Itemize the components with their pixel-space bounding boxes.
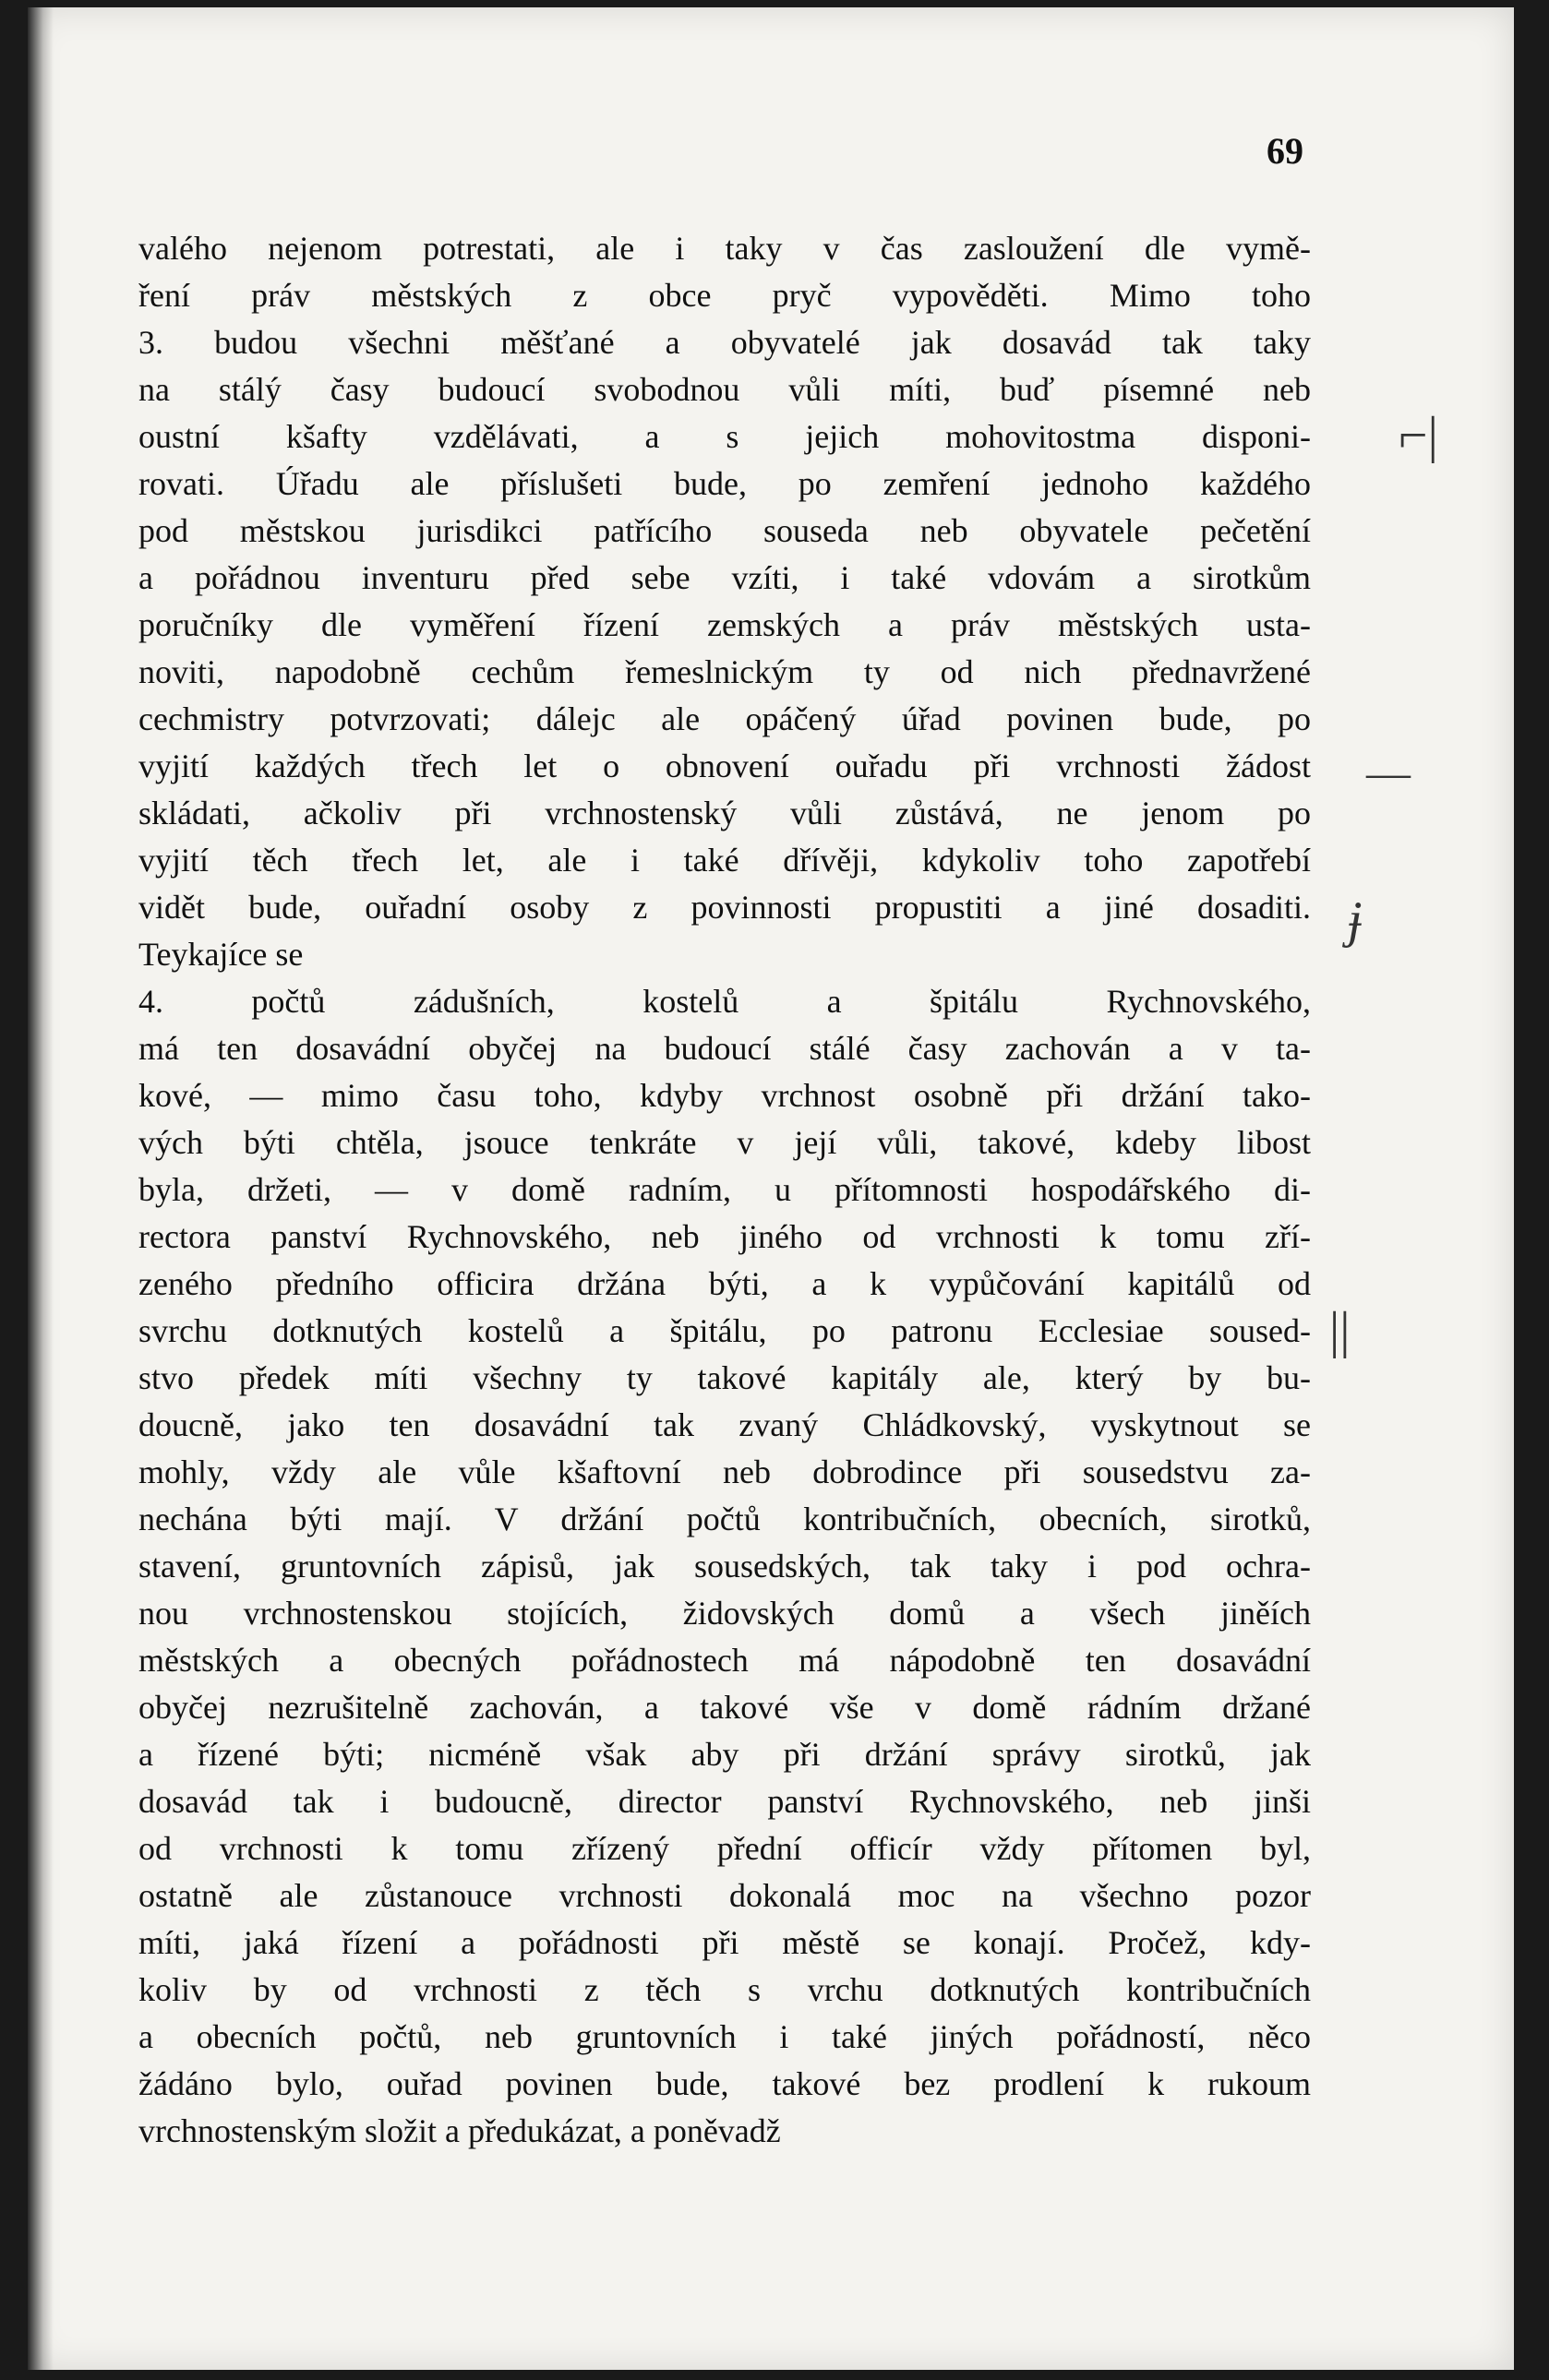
handwritten-margin-mark: — bbox=[1366, 748, 1411, 797]
text-line: zeného předního officira držána býti, a k vypůčování kapitálů od bbox=[138, 1265, 1311, 1302]
text-line: byla, držeti, — v domě radním, u přítomnosti hospodářského di- bbox=[138, 1171, 1311, 1208]
text-line: pod městskou jurisdikci patřícího souseda neb obyvatele pečetění bbox=[138, 512, 1311, 549]
text-line: nou vrchnostenskou stojících, židovských domů a všech jiněích bbox=[138, 1595, 1311, 1632]
text-line: vyjití každých třech let o obnovení ouřadu při vrchnosti žádost bbox=[138, 747, 1311, 784]
text-line: od vrchnosti k tomu zřízený přední officír vždy přítomen byl, bbox=[138, 1830, 1311, 1867]
text-line: obyčej nezrušitelně zachován, a takové vše v domě rádním držané bbox=[138, 1689, 1311, 1726]
text-line: skládati, ačkoliv při vrchnostenský vůli zůstává, ne jenom po bbox=[138, 795, 1311, 831]
text-line: 3. budou všechni měšťané a obyvatelé jak dosavád tak taky bbox=[138, 324, 1311, 361]
text-line: rovati. Úřadu ale příslušeti bude, po zemření jednoho každého bbox=[138, 465, 1311, 502]
text-line: noviti, napodobně cechům řemeslnickým ty od nich přednavržené bbox=[138, 653, 1311, 690]
text-line: městských a obecných pořádnostech má nápodobně ten dosavádní bbox=[138, 1642, 1311, 1679]
book-spine-shadow bbox=[28, 7, 54, 2370]
text-line: žádáno bylo, ouřad povinen bude, takové bez prodlení k rukoum bbox=[138, 2065, 1311, 2102]
text-line: na stálý časy budoucí svobodnou vůli míti, buď písemné neb bbox=[138, 371, 1311, 408]
text-line: oustní kšafty vzdělávati, a s jejich mohovitostma disponi- bbox=[138, 418, 1311, 455]
text-line: stvo předek míti všechny ty takové kapitály ale, který by bu- bbox=[138, 1359, 1311, 1396]
handwritten-margin-mark: ɉ bbox=[1348, 891, 1363, 949]
text-line: 4. počtů zádušních, kostelů a špitálu Rychnovského, bbox=[138, 983, 1311, 1020]
text-line: cechmistry potvrzovati; dálejc ale opáčený úřad povinen bude, po bbox=[138, 700, 1311, 737]
handwritten-margin-mark: || bbox=[1329, 1302, 1351, 1359]
text-line: dosavád tak i budoucně, director panství Rychnovského, neb jinši bbox=[138, 1783, 1311, 1820]
text-line: svrchu dotknutých kostelů a špitálu, po patronu Ecclesiae soused- bbox=[138, 1312, 1311, 1349]
text-line: míti, jaká řízení a pořádnosti při městě se konají. Pročež, kdy- bbox=[138, 1924, 1311, 1961]
text-line: vrchnostenským složit a předukázat, a poněvadž bbox=[138, 2112, 781, 2149]
body-text bbox=[138, 225, 1311, 2155]
text-line: mohly, vždy ale vůle kšaftovní neb dobrodince při sousedstvu za- bbox=[138, 1453, 1311, 1490]
text-line: doucně, jako ten dosavádní tak zvaný Chládkovský, vyskytnout se bbox=[138, 1406, 1311, 1443]
text-line: valého nejenom potrestati, ale i taky v čas zasloužení dle vymě- bbox=[138, 230, 1311, 267]
text-line: a řízené býti; nicméně však aby při držání správy sirotků, jak bbox=[138, 1736, 1311, 1773]
handwritten-margin-mark: ⌐| bbox=[1399, 407, 1438, 464]
text-line: a pořádnou inventuru před sebe vzíti, i také vdovám a sirotkům bbox=[138, 559, 1311, 596]
text-line: má ten dosavádní obyčej na budoucí stálé časy zachován a v ta- bbox=[138, 1030, 1311, 1067]
text-line: stavení, gruntovních zápisů, jak sousedských, tak taky i pod ochra- bbox=[138, 1548, 1311, 1585]
text-line: vých býti chtěla, jsouce tenkráte v její vůli, takové, kdeby libost bbox=[138, 1124, 1311, 1161]
page-number: 69 bbox=[1267, 130, 1303, 172]
text-line: kové, — mimo času toho, kdyby vrchnost osobně při držání tako- bbox=[138, 1077, 1311, 1114]
text-line: poručníky dle vyměření řízení zemských a práv městských usta- bbox=[138, 606, 1311, 643]
text-line: ostatně ale zůstanouce vrchnosti dokonalá moc na všechno pozor bbox=[138, 1877, 1311, 1914]
text-line: vidět bude, ouřadní osoby z povinnosti propustiti a jiné dosaditi. bbox=[138, 889, 1311, 926]
text-line: vyjití těch třech let, ale i také dřívěji, kdykoliv toho zapotřebí bbox=[138, 842, 1311, 879]
text-line: Teykajíce se bbox=[138, 936, 304, 973]
text-line: a obecních počtů, neb gruntovních i také jiných pořádností, něco bbox=[138, 2018, 1311, 2055]
text-line: nechána býti mají. V držání počtů kontribučních, obecních, sirotků, bbox=[138, 1501, 1311, 1537]
text-line: rectora panství Rychnovského, neb jiného od vrchnosti k tomu zří- bbox=[138, 1218, 1311, 1255]
text-line: koliv by od vrchnosti z těch s vrchu dotknutých kontribučních bbox=[138, 1971, 1311, 2008]
text-line: ření práv městských z obce pryč vypověděti. Mimo toho bbox=[138, 277, 1311, 314]
